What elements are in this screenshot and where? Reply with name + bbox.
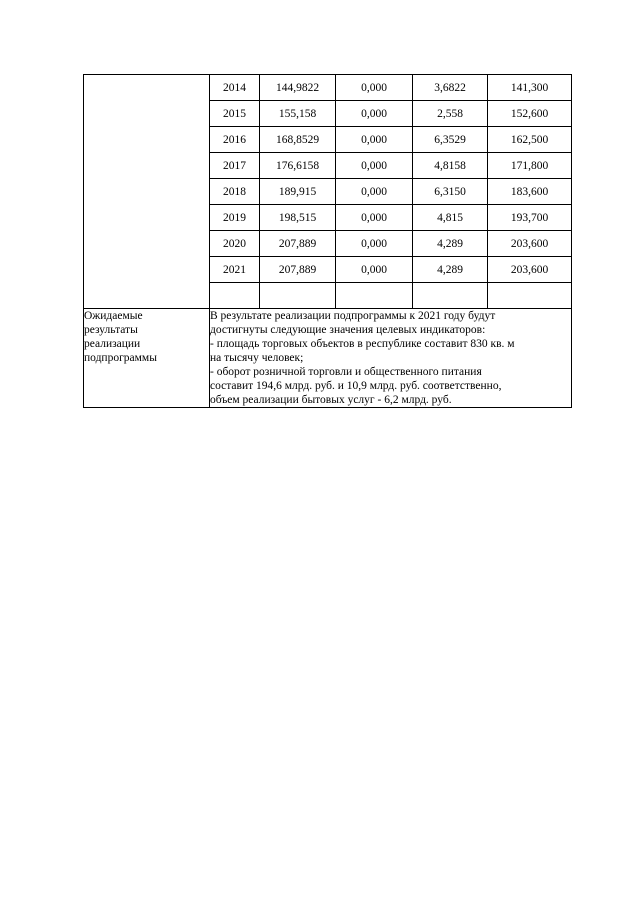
value-cell: 183,600 xyxy=(488,179,572,205)
value-cell: 203,600 xyxy=(488,257,572,283)
value-cell: 0,000 xyxy=(336,205,413,231)
funding-label-cell xyxy=(84,75,210,309)
value-cell: 3,6822 xyxy=(413,75,488,101)
table-row xyxy=(210,205,571,231)
table-row xyxy=(210,127,571,153)
value-cell: 4,815 xyxy=(413,205,488,231)
value-cell: 4,289 xyxy=(413,257,488,283)
value-cell: 6,3150 xyxy=(413,179,488,205)
label-line: подпрограммы xyxy=(84,352,157,364)
text-line: - оборот розничной торговли и общественного питания xyxy=(210,366,482,378)
total-cell: 176,6158 xyxy=(260,153,336,179)
year-cell: 2020 xyxy=(210,231,260,257)
value-cell: 4,8158 xyxy=(413,153,488,179)
text-line: В результате реализации подпрограммы к 2021 году будут xyxy=(210,310,496,322)
text-line: на тысячу человек; xyxy=(210,352,304,364)
year-cell: 2016 xyxy=(210,127,260,153)
text-line: составит 194,6 млрд. руб. и 10,9 млрд. руб. соответственно, xyxy=(210,380,502,392)
year-cell: 2021 xyxy=(210,257,260,283)
empty-cell xyxy=(488,283,572,309)
funding-row xyxy=(84,75,572,309)
year-cell: 2015 xyxy=(210,101,260,127)
table-row xyxy=(210,101,571,127)
total-cell: 168,8529 xyxy=(260,127,336,153)
value-cell: 0,000 xyxy=(336,153,413,179)
value-cell: 0,000 xyxy=(336,179,413,205)
expected-results-row xyxy=(84,309,572,408)
label-line: результаты xyxy=(84,324,138,336)
value-cell: 0,000 xyxy=(336,257,413,283)
empty-cell xyxy=(210,283,260,309)
value-cell: 171,800 xyxy=(488,153,572,179)
value-cell: 141,300 xyxy=(488,75,572,101)
value-cell: 2,558 xyxy=(413,101,488,127)
value-cell: 193,700 xyxy=(488,205,572,231)
total-cell: 189,915 xyxy=(260,179,336,205)
value-cell: 152,600 xyxy=(488,101,572,127)
year-cell: 2018 xyxy=(210,179,260,205)
subprogram-passport-table xyxy=(83,74,572,408)
funding-values-cell xyxy=(210,75,572,309)
value-cell: 0,000 xyxy=(336,75,413,101)
text-line: - площадь торговых объектов в республике составит 830 кв. м xyxy=(210,338,515,350)
table-row xyxy=(210,179,571,205)
value-cell: 0,000 xyxy=(336,231,413,257)
total-cell: 155,158 xyxy=(260,101,336,127)
value-cell: 4,289 xyxy=(413,231,488,257)
table-row-empty xyxy=(210,283,571,309)
empty-cell xyxy=(260,283,336,309)
total-cell: 207,889 xyxy=(260,231,336,257)
funding-by-year-table xyxy=(210,75,571,308)
table-row xyxy=(210,231,571,257)
year-cell: 2014 xyxy=(210,75,260,101)
total-cell: 144,9822 xyxy=(260,75,336,101)
table-row xyxy=(210,153,571,179)
year-cell: 2017 xyxy=(210,153,260,179)
expected-results-label xyxy=(84,309,210,408)
value-cell: 6,3529 xyxy=(413,127,488,153)
empty-cell xyxy=(413,283,488,309)
total-cell: 207,889 xyxy=(260,257,336,283)
value-cell: 162,500 xyxy=(488,127,572,153)
table-row xyxy=(210,75,571,101)
value-cell: 203,600 xyxy=(488,231,572,257)
year-cell: 2019 xyxy=(210,205,260,231)
label-line: реализации xyxy=(84,338,141,350)
total-cell: 198,515 xyxy=(260,205,336,231)
table-row xyxy=(210,257,571,283)
value-cell: 0,000 xyxy=(336,127,413,153)
value-cell: 0,000 xyxy=(336,101,413,127)
text-line: достигнуты следующие значения целевых индикаторов: xyxy=(210,324,486,336)
label-line: Ожидаемые xyxy=(84,310,143,322)
expected-results-text xyxy=(210,309,572,408)
text-line: объем реализации бытовых услуг - 6,2 млрд. руб. xyxy=(210,394,452,406)
empty-cell xyxy=(336,283,413,309)
